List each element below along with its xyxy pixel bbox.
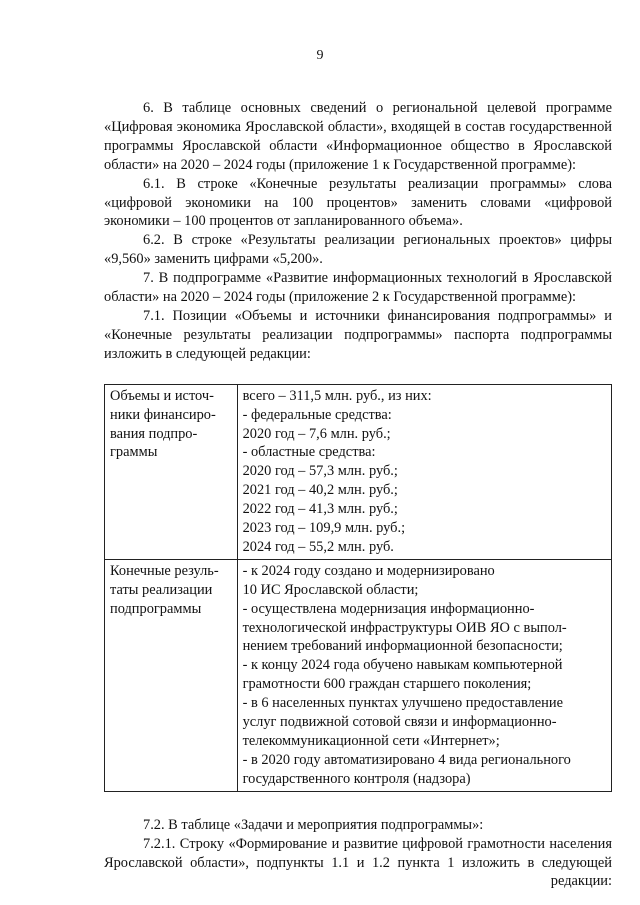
paragraph-6: 6. В таблице основных сведений о региональной целевой программе «Цифровая экономика Ярославской области», входящей в состав государственной программы Ярославской области «Информационное общество в Ярославской области» на 2020 – 2024 годы (приложение 1 к Государственной программе): xyxy=(104,100,612,173)
financing-regional-2024: 2024 год – 55,2 млн. руб. xyxy=(242,538,394,555)
page-number: 9 xyxy=(316,48,324,63)
financing-label-line: Объемы и источ- xyxy=(110,387,214,404)
financing-federal-heading: - федеральные средства: xyxy=(242,406,392,423)
results-label-line: подпрограммы xyxy=(110,600,202,617)
paragraph-6-2: 6.2. В строке «Результаты реализации региональных проектов» цифры «9,560» заменить цифрами «5,200». xyxy=(104,232,612,268)
results-line: грамотности 600 граждан старшего поколения; xyxy=(242,676,532,693)
results-line: - в 2020 году автоматизировано 4 вида регионального xyxy=(242,751,571,768)
financing-regional-2020: 2020 год – 57,3 млн. руб.; xyxy=(242,463,398,480)
results-label-cell xyxy=(105,559,238,791)
paragraph-7-2-1: 7.2.1. Строку «Формирование и развитие цифровой грамотности населения Ярославской области», подпункты 1.1 и 1.2 пункта 1 изложить в следующей редакции: xyxy=(104,835,612,890)
results-line: - осуществлена модернизация информационно- xyxy=(242,600,535,617)
financing-value-cell xyxy=(237,384,611,559)
financing-regional-2022: 2022 год – 41,3 млн. руб.; xyxy=(242,501,398,518)
results-line: - к концу 2024 года обучено навыкам компьютерной xyxy=(242,657,563,674)
financing-label-line: граммы xyxy=(110,444,158,461)
financing-regional-2021: 2021 год – 40,2 млн. руб.; xyxy=(242,482,398,499)
financing-label-line: ники финансиро- xyxy=(110,406,216,423)
results-label-line: Конечные резуль- xyxy=(110,562,219,579)
paragraph-7-1: 7.1. Позиции «Объемы и источники финансирования подпрограммы» и «Конечные результаты реализации подпрограммы» паспорта подпрограммы изложить в следующей редакции: xyxy=(104,307,612,362)
results-line: - в 6 населенных пунктах улучшено предоставление xyxy=(242,695,563,712)
financing-federal-2020: 2020 год – 7,6 млн. руб.; xyxy=(242,425,391,442)
results-line: 10 ИС Ярославской области; xyxy=(242,581,419,598)
results-line: телекоммуникационной сети «Интернет»; xyxy=(242,733,500,749)
results-line: нением требований информационной безопасности; xyxy=(242,638,563,655)
financing-regional-2023: 2023 год – 109,9 млн. руб.; xyxy=(242,520,406,537)
financing-label-cell xyxy=(105,384,238,559)
paragraph-7-2: 7.2. В таблице «Задачи и мероприятия подпрограммы»: xyxy=(143,816,484,833)
table-row-results xyxy=(105,559,612,791)
results-line: государственного контроля (надзора) xyxy=(242,770,471,787)
paragraph-7: 7. В подпрограмме «Развитие информационных технологий в Ярославской области» на 2020 – 2024 годы (приложение 2 к Государственной программе): xyxy=(104,270,612,306)
document-body xyxy=(104,99,612,891)
financing-regional-heading: - областные средства: xyxy=(242,444,376,461)
results-line: технологической инфраструктуры ОИВ ЯО с выпол- xyxy=(242,619,567,636)
results-line: - к 2024 году создано и модернизировано xyxy=(242,562,495,579)
results-label-line: таты реализации xyxy=(110,581,213,598)
results-line: услуг подвижной сотовой связи и информационно- xyxy=(242,714,557,731)
passport-table xyxy=(104,384,612,792)
table-row-financing xyxy=(105,384,612,559)
financing-label-line: вания подпро- xyxy=(110,425,198,442)
paragraph-6-1: 6.1. В строке «Конечные результаты реализации программы» слова «цифровой экономики на 100 процентов» заменить словами «цифровой экономики – 100 процентов от запланированного объема». xyxy=(104,175,612,230)
results-value-cell xyxy=(237,559,611,791)
financing-total: всего – 311,5 млн. руб., из них: xyxy=(242,387,432,404)
